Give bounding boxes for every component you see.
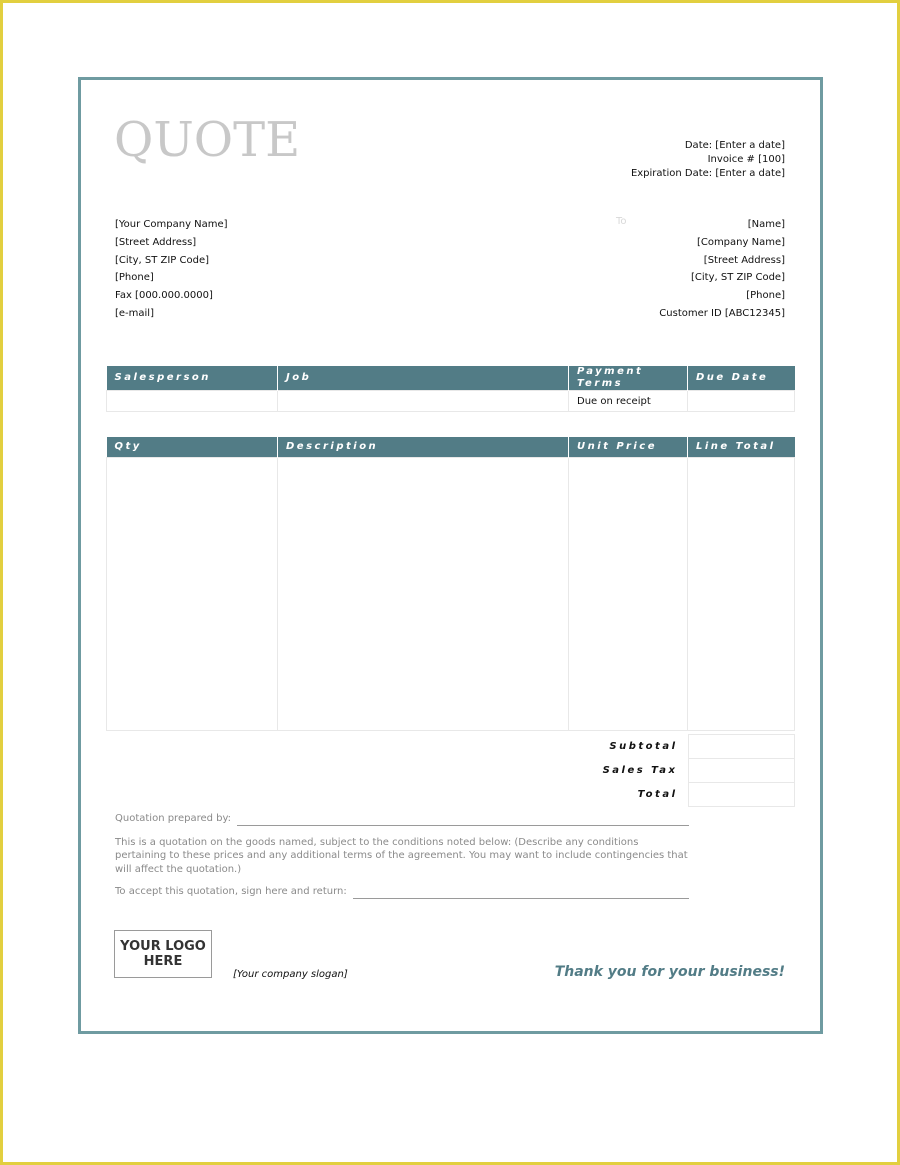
qty-cell[interactable] <box>107 458 278 731</box>
recipient-city[interactable]: [City, ST ZIP Code] <box>690 272 785 284</box>
page-title: QUOTE <box>114 112 301 168</box>
payment-terms-cell[interactable]: Due on receipt <box>569 391 688 412</box>
quote-date[interactable]: Date: [Enter a date] <box>684 140 785 151</box>
line-total-cell[interactable] <box>688 458 795 731</box>
header-payment-terms: Payment Terms <box>569 366 688 391</box>
sender-phone[interactable]: [Phone] <box>115 272 154 284</box>
invoice-number[interactable]: Invoice # [100] <box>707 154 785 165</box>
company-slogan[interactable]: [Your company slogan] <box>233 969 348 980</box>
sender-street[interactable]: [Street Address] <box>115 236 197 248</box>
sender-address <box>115 216 228 323</box>
job-cell[interactable] <box>278 391 569 412</box>
recipient-name[interactable]: [Name] <box>747 219 785 230</box>
description-cell[interactable] <box>278 458 569 731</box>
totals-table <box>570 734 795 807</box>
quote-meta <box>631 139 785 181</box>
recipient-phone[interactable]: [Phone] <box>746 290 785 302</box>
recipient-street[interactable]: [Street Address] <box>703 254 785 266</box>
accept-row <box>115 885 689 899</box>
sales-tax-value[interactable] <box>688 759 794 783</box>
salesperson-cell[interactable] <box>107 391 278 412</box>
header-description: Description <box>278 437 569 458</box>
accept-label: To accept this quotation, sign here and return: <box>115 886 347 897</box>
total-value[interactable] <box>688 783 794 807</box>
header-job: Job <box>278 366 569 391</box>
items-table <box>106 437 795 731</box>
prepared-by-label: Quotation prepared by: <box>115 813 232 824</box>
header-salesperson: Salesperson <box>107 366 278 391</box>
unit-price-cell[interactable] <box>569 458 688 731</box>
sales-tax-label: Sales Tax <box>602 765 678 776</box>
total-label: Total <box>637 789 678 800</box>
sender-city[interactable]: [City, ST ZIP Code] <box>115 254 210 266</box>
header-unit-price: Unit Price <box>569 437 688 458</box>
recipient-company[interactable]: [Company Name] <box>696 236 785 248</box>
recipient-address <box>659 216 785 323</box>
table-row <box>107 391 795 412</box>
header-qty: Qty <box>107 437 278 458</box>
header-due-date: Due Date <box>688 366 795 391</box>
sender-company[interactable]: [Your Company Name] <box>115 219 228 230</box>
sender-email[interactable]: [e-mail] <box>115 307 154 319</box>
logo-placeholder[interactable]: YOUR LOGO HERE <box>114 930 212 978</box>
job-table <box>106 366 795 412</box>
subtotal-label: Subtotal <box>609 741 678 752</box>
thank-you-message: Thank you for your business! <box>554 964 785 980</box>
header-line-total: Line Total <box>688 437 795 458</box>
conditions-text: This is a quotation on the goods named, subject to the conditions noted below: (Describe any conditions pertaining to these prices and any additional terms of the agreement. You may want to include contingencies that will affect the quotation.) <box>115 836 688 875</box>
expiration-date[interactable]: Expiration Date: [Enter a date] <box>630 168 785 179</box>
prepared-by-line[interactable] <box>237 815 689 826</box>
prepared-by-row <box>115 812 689 826</box>
signature-line[interactable] <box>353 888 689 899</box>
customer-id[interactable]: Customer ID [ABC12345] <box>659 307 785 319</box>
subtotal-value[interactable] <box>688 735 794 759</box>
quote-notes <box>115 812 689 899</box>
due-date-cell[interactable] <box>688 391 795 412</box>
to-label: To <box>616 216 627 227</box>
sender-fax[interactable]: Fax [000.000.0000] <box>115 290 213 302</box>
table-row <box>107 458 795 731</box>
